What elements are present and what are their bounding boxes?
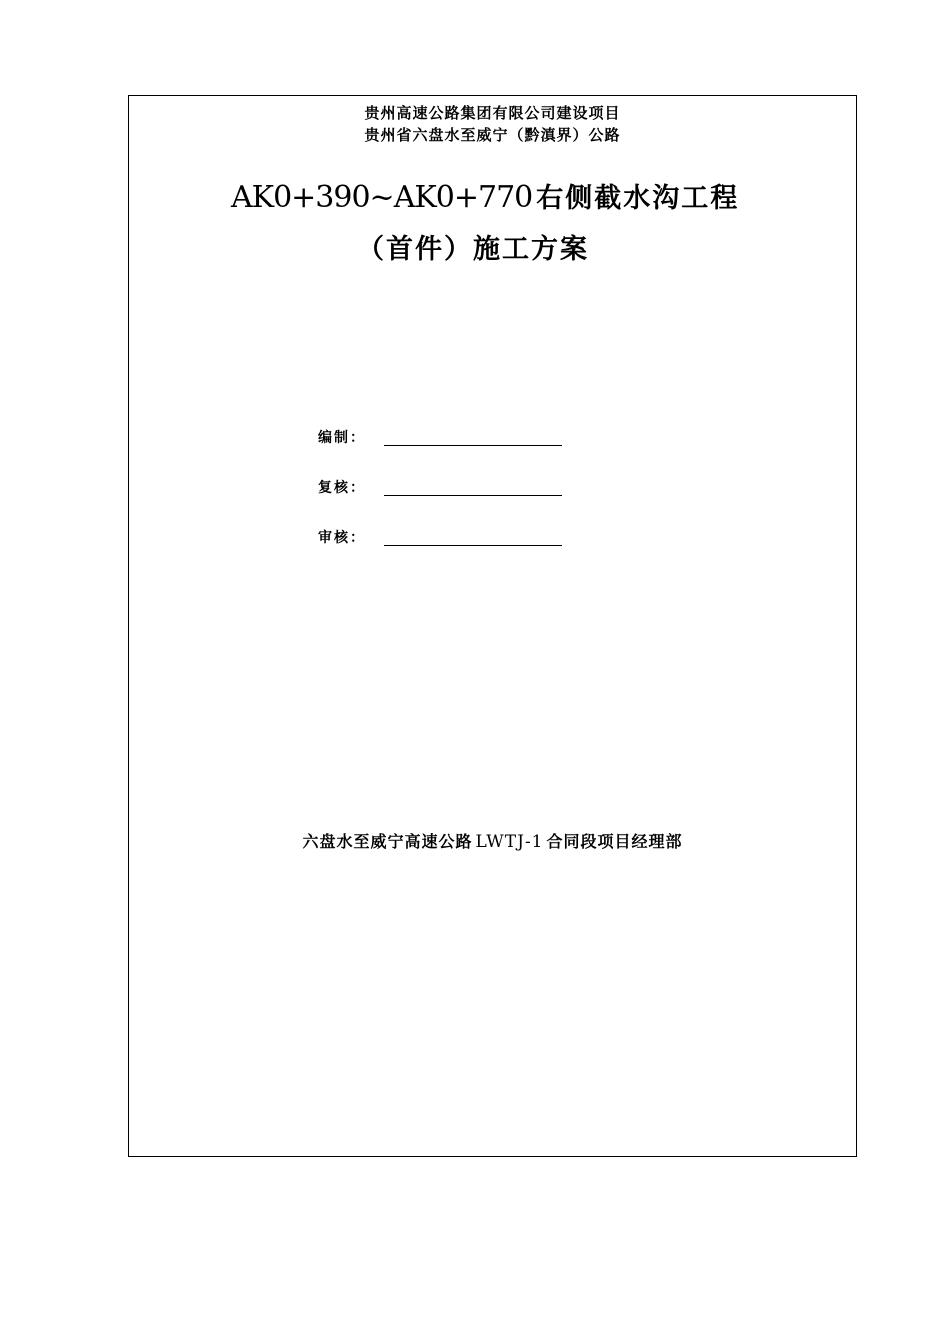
footer-part2: 合同段项目经理部 [546, 832, 683, 851]
signature-label: 复核： [318, 480, 366, 496]
footer-part1: 六盘水至威宁高速公路 [302, 832, 473, 851]
signature-line [384, 445, 562, 446]
footer-contract-code: LWTJ-1 [475, 832, 544, 852]
header-organization: 贵州高速公路集团有限公司建设项目 [364, 104, 621, 122]
document-title [231, 178, 739, 222]
footer-organization [129, 832, 856, 852]
signature-line [384, 545, 562, 546]
document-frame [128, 95, 857, 1157]
document-subtitle: （首件）施工方案 [357, 234, 589, 265]
title-text: 右侧截水沟工程 [536, 183, 740, 214]
signature-label: 编制： [318, 430, 366, 446]
signature-line [384, 495, 562, 496]
header-project: 贵州省六盘水至威宁（黔滇界）公路 [364, 126, 621, 144]
signature-label: 审核： [318, 530, 366, 546]
title-station-range: AK0+390~AK0+770 [231, 180, 533, 215]
